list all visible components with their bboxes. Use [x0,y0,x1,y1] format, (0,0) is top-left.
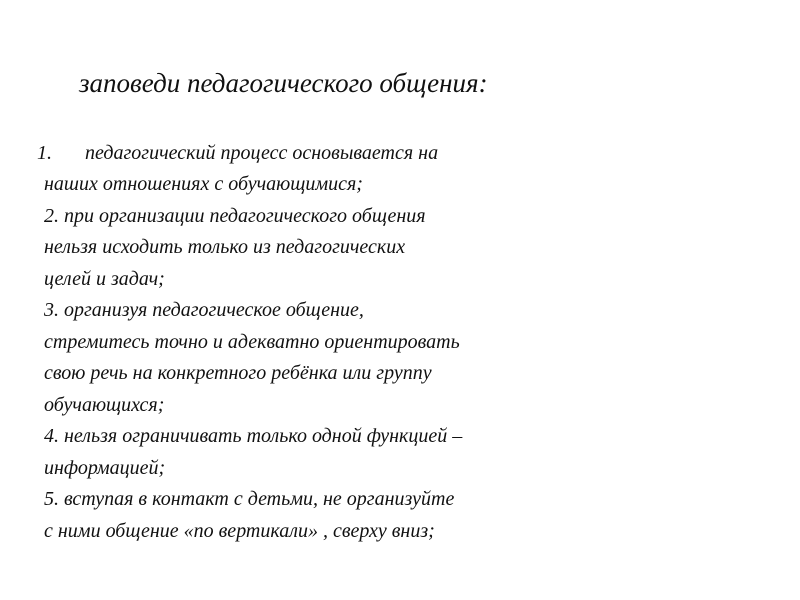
list-item-3-line-1: 3. организуя педагогическое общение, [44,299,364,321]
list-item-4-line-2: информацией; [44,457,166,479]
list-item-5-line-2: с ними общение «по вертикали» , сверху вниз; [44,520,435,542]
list-item-3-line-4: обучающихся; [44,394,165,416]
list-item-3-line-3: свою речь на конкретного ребёнка или группу [44,362,432,384]
list-item-2-line-2: нельзя исходить только из педагогических [44,236,406,258]
list-item-1-text: педагогический процесс основывается на [85,142,439,164]
slide-title: заповеди педагогического общения: [79,68,488,98]
list-item-3-line-2: стремитесь точно и адекватно ориентировать [44,331,460,353]
list-item-1-line-1 [37,141,438,165]
list-item-1-line-2: наших отношениях с обучающимися; [44,173,363,195]
list-item-5-line-1: 5. вступая в контакт с детьми, не организуйте [44,488,455,510]
list-item-2-line-1: 2. при организации педагогического общения [44,205,426,227]
list-item-1-number: 1. [37,142,52,164]
list-item-4-line-1: 4. нельзя ограничивать только одной функцией – [44,425,463,447]
list-item-2-line-3: целей и задач; [44,268,165,290]
